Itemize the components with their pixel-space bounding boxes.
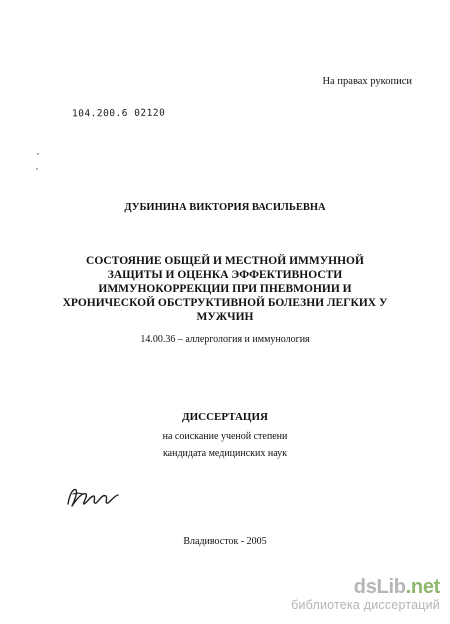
place-and-year: Владивосток - 2005 — [183, 536, 267, 547]
degree-line-1: на соискание ученой степени — [162, 431, 288, 442]
title-line: ЗАЩИТЫ И ОЦЕНКА ЭФФЕКТИВНОСТИ — [107, 269, 343, 281]
specialty-code: 14.00.36 – аллергология и иммунология — [140, 334, 310, 345]
watermark — [291, 576, 440, 613]
title-line: ИММУНОКОРРЕКЦИИ ПРИ ПНЕВМОНИИ И — [98, 283, 352, 295]
watermark-logo-accent: .net — [405, 576, 440, 598]
document-type: ДИССЕРТАЦИЯ — [182, 411, 268, 423]
watermark-logo-main: dsLib — [353, 576, 406, 598]
scan-speck — [37, 153, 39, 155]
title-line: ХРОНИЧЕСКОЙ ОБСТРУКТИВНОЙ БОЛЕЗНИ ЛЕГКИХ У — [62, 297, 388, 309]
handwritten-signature — [64, 482, 124, 512]
watermark-logo — [291, 576, 440, 598]
title-line: МУЖЧИН — [196, 311, 254, 323]
scan-speck — [36, 168, 38, 170]
watermark-subtitle: библиотека диссертаций — [291, 598, 440, 612]
title-line: СОСТОЯНИЕ ОБЩЕЙ И МЕСТНОЙ ИММУННОЙ — [86, 255, 364, 267]
dissertation-title — [40, 254, 410, 324]
manuscript-rights-note: На правах рукописи — [322, 76, 412, 87]
author-name: ДУБИНИНА ВИКТОРИЯ ВАСИЛЬЕВНА — [124, 202, 326, 213]
degree-line-2: кандидата медицинских наук — [162, 448, 288, 459]
registration-stamp: 104.200.6 02120 — [71, 107, 166, 120]
